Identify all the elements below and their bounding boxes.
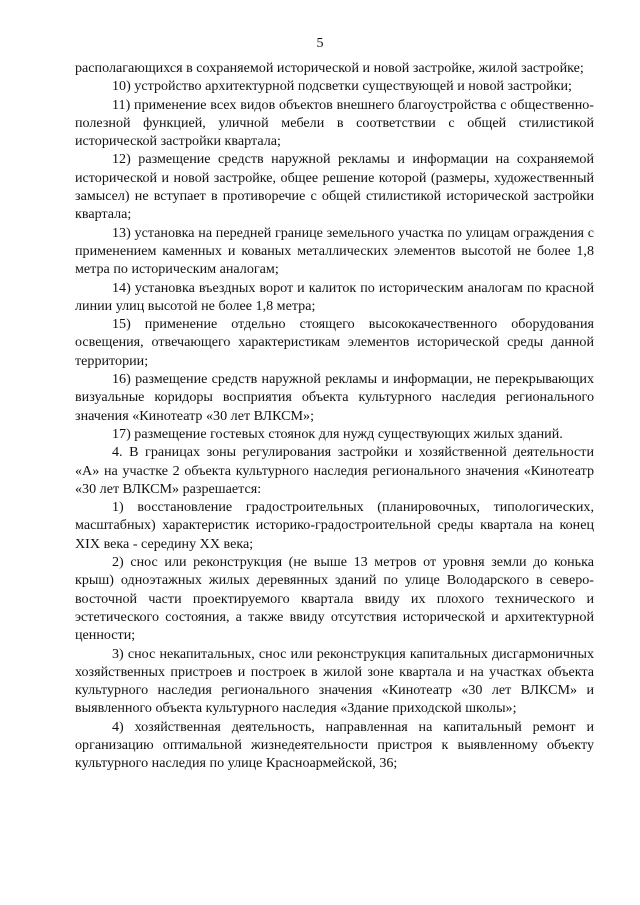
list-item-2: 2) снос или реконструкция (не выше 13 метров от уровня земли до конька крыш) одноэтажных жилых деревянных зданий по улице Володарского в северо-восточной части проектируемого квартала ввиду их плохого технического и эстетического состояния, а также ввиду отсутствия исторической и архитектурной ценности;: [75, 554, 594, 644]
list-item-15: 15) применение отдельно стоящего высококачественного оборудования освещения, отвечающего характеристикам элементов исторической среды данной территории;: [75, 316, 594, 369]
list-item-13: 13) установка на передней границе земельного участка по улицам ограждения с применением каменных и кованых металлических элементов высотой не более 1,8 метра по историческим аналогам;: [75, 224, 594, 278]
list-item-4: 4) хозяйственная деятельность, направленная на капитальный ремонт и организацию оптимальной жизнедеятельности пристроя к выявленному объекту культурного наследия по улице Красноармейской, 36;: [75, 718, 594, 772]
list-item-10: 10) устройство архитектурной подсветки существующей и новой застройки;: [112, 78, 572, 95]
list-item-14: 14) установка въездных ворот и калиток по историческим аналогам по красной линии улиц высотой не более 1,8 метра;: [75, 279, 594, 314]
section-4-paragraph: 4. В границах зоны регулирования застройки и хозяйственной деятельности «А» на участке 2 объекта культурного наследия регионального значения «Кинотеатр «30 лет ВЛКСМ» разрешается:: [75, 444, 594, 497]
list-item-3: 3) снос некапитальных, снос или реконструкция капитальных дисгармоничных хозяйственных пристроев и построек в жилой зоне квартала и на участках объекта культурного наследия регионального значения «Кинотеатр «30 лет ВЛКСМ» и выявленного объекта культурного наследия «Здание приходской школы»;: [75, 645, 594, 717]
paragraph-continuation: располагающихся в сохраняемой исторической и новой застройке, жилой застройке;: [75, 60, 584, 76]
list-item-16: 16) размещение средств наружной рекламы и информации, не перекрывающих визуальные коридоры восприятия объекта культурного наследия регионального значения «Кинотеатр «30 лет ВЛКСМ»;: [75, 371, 594, 424]
list-item-17: 17) размещение гостевых стоянок для нужд существующих жилых зданий.: [112, 425, 563, 442]
list-item-11: 11) применение всех видов объектов внешнего благоустройства с общественно-полезной функцией, уличной мебели в соответствии с общей стилистикой исторической застройки квартала;: [75, 96, 594, 150]
list-item-12: 12) размещение средств наружной рекламы и информации на сохраняемой исторической и новой застройке, общее решение которой (размеры, художественный замысел) не вступает в противоречие с общей стилистикой исторической застройки квартала;: [75, 151, 594, 223]
body-text: [75, 59, 594, 773]
list-item-1: 1) восстановление градостроительных (планировочных, типологических, масштабных) характеристик историко-градостроительной среды квартала на конец XIX века - середину XX века;: [75, 499, 594, 552]
page-number: 5: [316, 36, 324, 51]
